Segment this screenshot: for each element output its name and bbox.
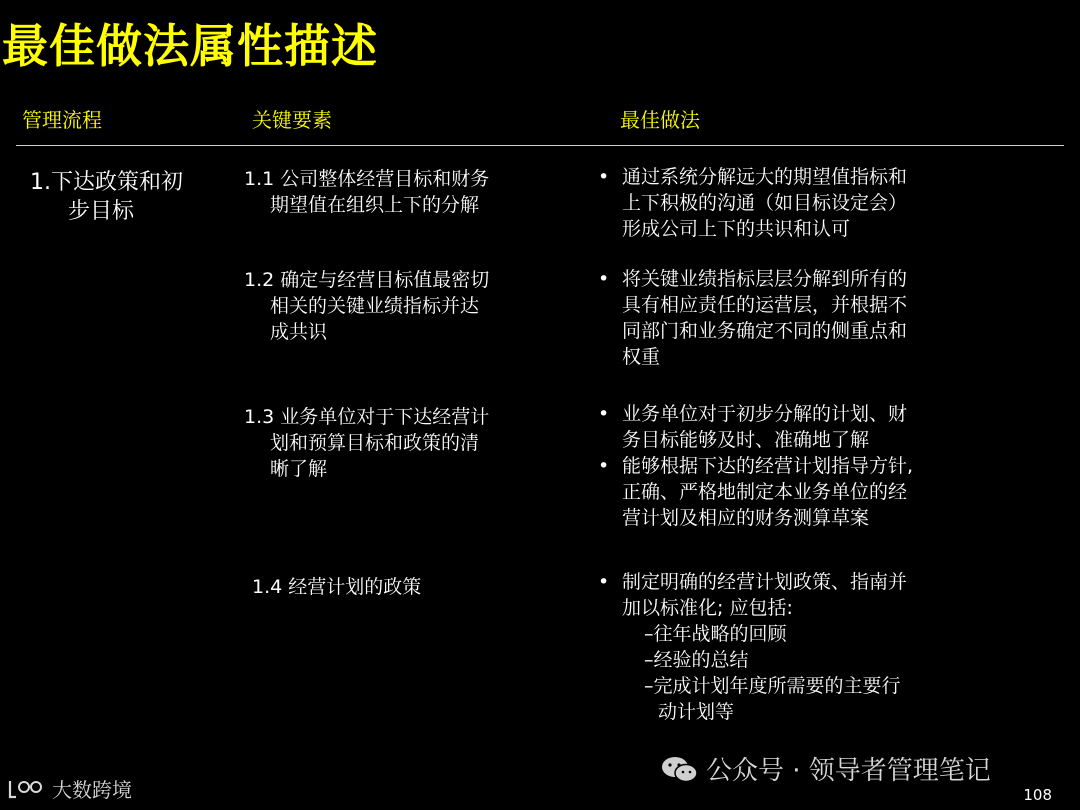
header-elements: 关键要素 — [252, 108, 332, 132]
element-line: 期望值在组织上下的分解 — [270, 194, 480, 216]
brand-text: 大数跨境 — [52, 778, 132, 802]
bullet-marker: • — [598, 403, 610, 425]
practice-line: 营计划及相应的财务测算草案 — [622, 507, 870, 529]
element-line: 1.2 确定与经营目标值最密切 — [244, 269, 490, 291]
header-process: 管理流程 — [22, 108, 102, 132]
bullet-marker: • — [598, 268, 610, 290]
practice-bullet — [598, 453, 913, 531]
brand-logo-icon — [6, 777, 46, 801]
practice-line: 制定明确的经营计划政策、指南并 — [622, 571, 908, 593]
element-line: 划和预算目标和政策的清 — [270, 432, 480, 454]
process-line: 1.下达政策和初 — [30, 170, 183, 195]
element-line: 1.1 公司整体经营目标和财务 — [244, 168, 490, 190]
page-number: 108 — [1023, 786, 1052, 804]
practice-line: 能够根据下达的经营计划指导方针, — [622, 455, 914, 477]
practice-3 — [598, 401, 913, 531]
practice-sub-item: –完成计划年度所需要的主要行 — [644, 675, 901, 697]
element-1-1 — [244, 166, 489, 218]
practice-1 — [598, 164, 907, 242]
practice-bullet — [598, 569, 907, 621]
practice-line: 上下积极的沟通（如目标设定会） — [622, 192, 908, 214]
practice-line: 务目标能够及时、准确地了解 — [622, 429, 870, 451]
practice-line: 正确、严格地制定本业务单位的经 — [622, 481, 908, 503]
practice-4 — [598, 569, 907, 725]
bullet-marker: • — [598, 455, 610, 477]
practice-line: 通过系统分解远大的期望值指标和 — [622, 166, 908, 188]
wechat-watermark — [660, 750, 991, 787]
process-line: 步目标 — [68, 199, 135, 224]
element-1-3 — [244, 404, 489, 482]
element-line: 相关的关键业绩指标并达 — [270, 295, 480, 317]
practice-sub-item: –往年战略的回顾 — [644, 623, 787, 645]
practice-line: 同部门和业务确定不同的侧重点和 — [622, 320, 908, 342]
header-practices: 最佳做法 — [620, 108, 700, 132]
element-line: 1.4 经营计划的政策 — [252, 576, 422, 598]
practice-sub-item: –经验的总结 — [644, 649, 749, 671]
header-divider — [16, 145, 1064, 146]
element-1-4 — [252, 574, 421, 600]
practice-line: 具有相应责任的运营层，并根据不 — [622, 294, 908, 316]
practice-line: 形成公司上下的共识和认可 — [622, 218, 851, 240]
element-line: 1.3 业务单位对于下达经营计 — [244, 406, 490, 428]
wechat-icon — [660, 754, 700, 784]
watermark-text: 公众号 · 领导者管理笔记 — [706, 756, 991, 786]
element-1-2 — [244, 267, 489, 345]
practice-bullet — [598, 266, 907, 370]
practice-line: 业务单位对于初步分解的计划、财 — [622, 403, 908, 425]
bullet-marker: • — [598, 571, 610, 593]
bullet-marker: • — [598, 166, 610, 188]
element-line: 成共识 — [270, 321, 328, 343]
brand-logo — [6, 774, 132, 803]
element-line: 晰了解 — [270, 458, 328, 480]
practice-bullet — [598, 164, 907, 242]
practice-sub-item: 动计划等 — [658, 701, 735, 723]
practice-line: 将关键业绩指标层层分解到所有的 — [622, 268, 908, 290]
practice-line: 加以标准化; 应包括: — [622, 597, 793, 619]
practice-bullet — [598, 401, 913, 453]
practice-2 — [598, 266, 907, 370]
practice-line: 权重 — [622, 346, 661, 368]
slide-title: 最佳做法属性描述 — [2, 19, 378, 73]
process-cell — [30, 168, 183, 226]
